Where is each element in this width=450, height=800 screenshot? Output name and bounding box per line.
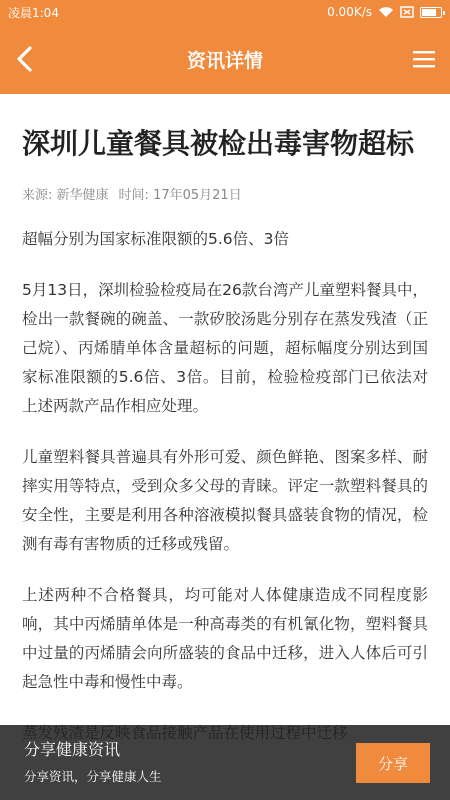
article-title: 深圳儿童餐具被检出毒害物超标: [22, 127, 415, 160]
source-value: 新华健康: [56, 188, 109, 203]
time-field: [119, 184, 242, 203]
app-bar: [0, 24, 450, 94]
network-speed: 0.00K/s: [327, 5, 372, 19]
battery-icon: [420, 7, 442, 18]
time-value: 17年05月21日: [153, 188, 242, 203]
wifi-icon: [378, 6, 394, 18]
hamburger-menu-icon[interactable]: [412, 48, 436, 70]
source-label: 来源:: [22, 188, 53, 203]
article-paragraph: 5月13日，深圳检验检疫局在26款台湾产儿童塑料餐具中，检出一款餐碗的碗盖、一款矽胶汤匙分别存在蒸发残渣（正己烷）、丙烯腈单体含量超标的问题，超标幅度分别达到国家标准限额的5.6倍、3倍。目前，检验检疫部门已依法对上述两款产品作相应处理。: [22, 281, 428, 415]
article-summary: 超幅分别为国家标准限额的5.6倍、3倍: [22, 230, 290, 248]
share-title: 分享健康资讯: [24, 740, 121, 759]
share-button[interactable]: 分享: [356, 743, 430, 783]
share-bar: [0, 725, 450, 800]
share-subtitle: 分享资讯，分享健康人生: [24, 769, 162, 784]
time-label: 时间:: [118, 188, 149, 203]
source-field: [22, 184, 109, 203]
article-paragraph: 上述两种不合格餐具，均可能对人体健康造成不同程度影响，其中丙烯腈单体是一种高毒类的有机氰化物，塑料餐具中过量的丙烯腈会向所盛装的食品中迁移，进入人体后可引起急性中毒和慢性中毒。: [22, 586, 428, 691]
status-time: 凌晨1:04: [8, 5, 59, 20]
article-meta: [22, 184, 428, 203]
page-title: 资讯详情: [186, 49, 263, 72]
article-content[interactable]: [0, 94, 450, 800]
status-bar: [0, 0, 450, 24]
back-arrow-icon[interactable]: [14, 46, 36, 72]
status-icons: [327, 5, 442, 19]
article-paragraph: 儿童塑料餐具普遍具有外形可爱、颜色鲜艳、图案多样、耐摔实用等特点，受到众多父母的青睐。评定一款塑料餐具的安全性，主要是利用各种溶液模拟餐具盛装食物的情况，检测有毒有害物质的迁移或残留。: [22, 448, 428, 553]
sim-no-signal-icon: [400, 6, 414, 18]
